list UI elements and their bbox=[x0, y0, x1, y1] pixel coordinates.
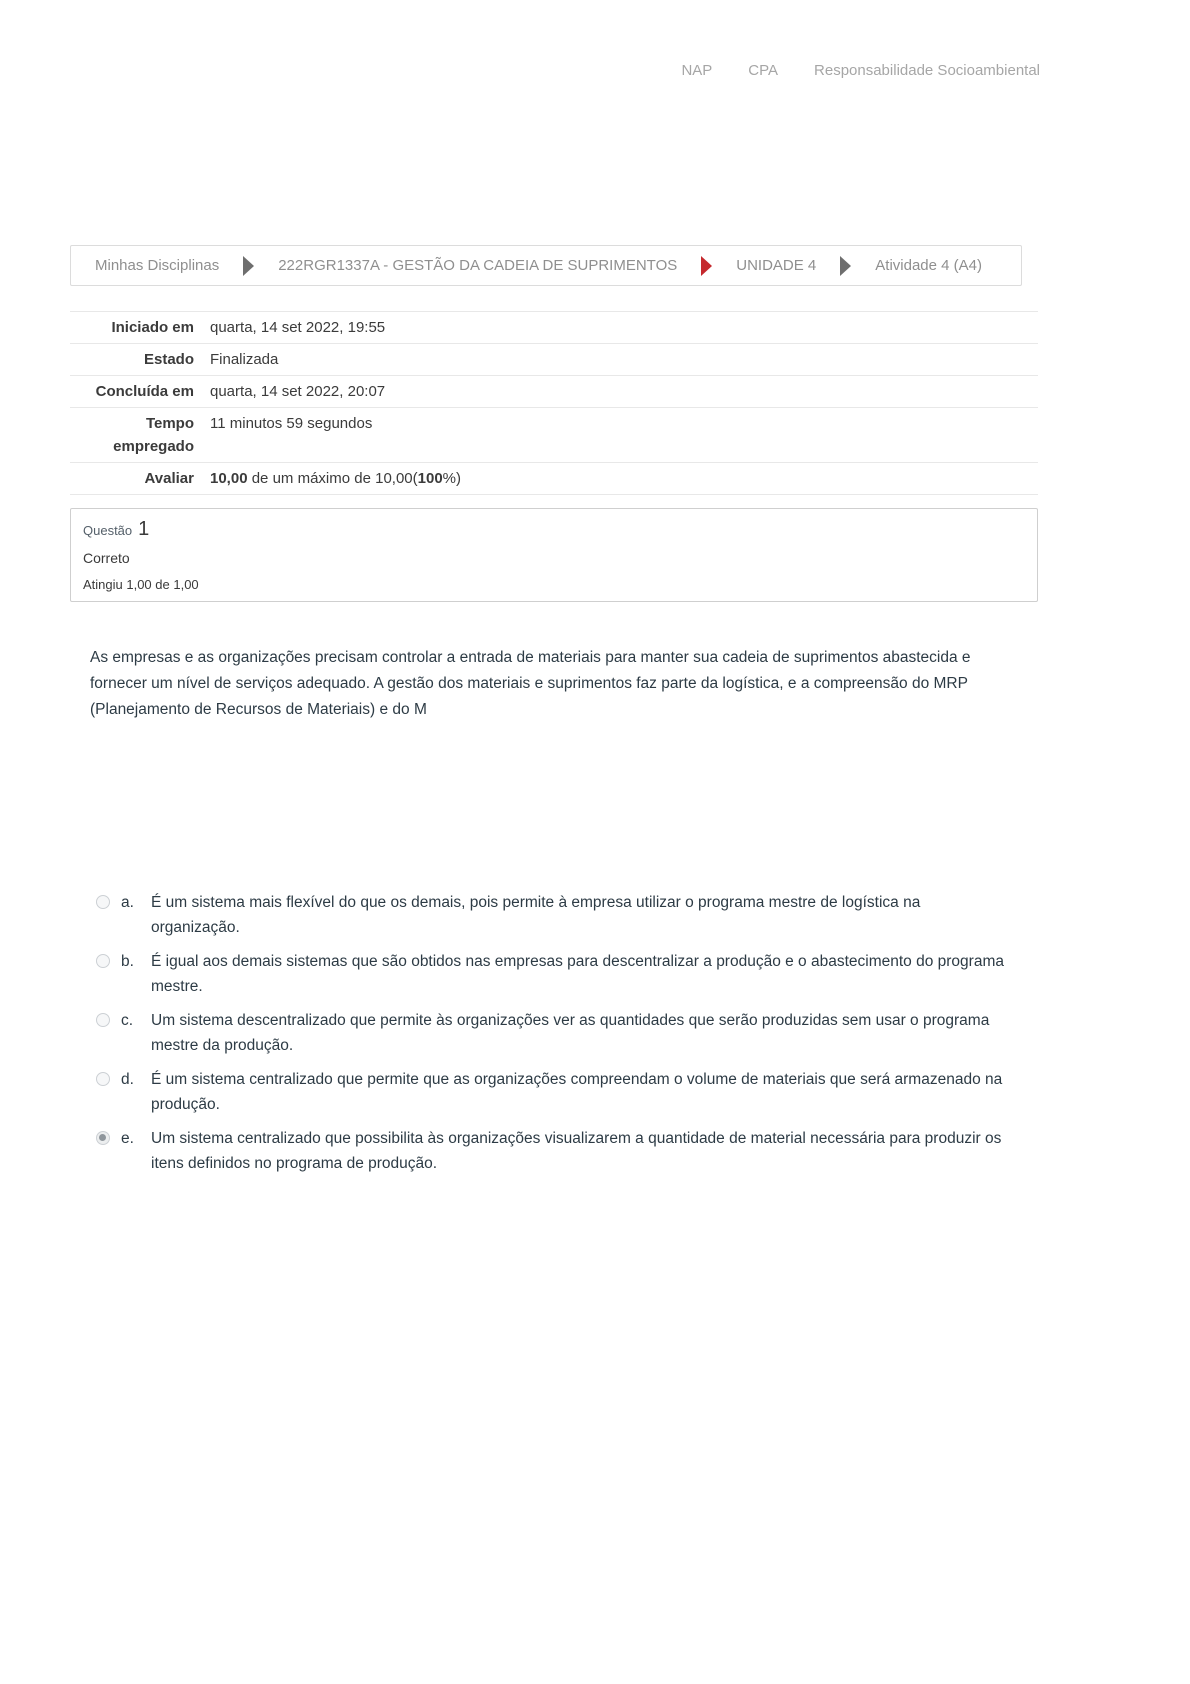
option-letter: e. bbox=[121, 1130, 134, 1147]
option-letter: c. bbox=[121, 1012, 134, 1029]
summary-row-label-text: Iniciado em bbox=[111, 319, 194, 336]
summary-row-label-text: Concluída em bbox=[95, 383, 194, 400]
summary-value-segment: Finalizada bbox=[210, 351, 279, 368]
summary-row-value bbox=[210, 412, 1038, 435]
question-text: As empresas e as organizações precisam controlar a entrada de materiais para manter sua cadeia de suprimentos abastecida e fornecer um nível de serviços adequado. A gestão dos materiais e suprimentos faz parte da logística, e a compreensão do MRP (Planejamento de Recursos de Materiais) e do M bbox=[90, 649, 971, 718]
answer-option-b bbox=[96, 949, 1046, 999]
answer-option-e bbox=[96, 1126, 1046, 1176]
summary-row-value bbox=[210, 348, 1038, 371]
breadcrumb-arrow-icon bbox=[840, 256, 851, 276]
summary-value-segment: %) bbox=[442, 470, 462, 487]
question-grade: Atingiu 1,00 de 1,00 bbox=[83, 577, 199, 592]
summary-value-segment: de um máximo de 10,00( bbox=[247, 470, 418, 487]
summary-row-label bbox=[70, 467, 210, 490]
answer-option-c bbox=[96, 1008, 1046, 1058]
summary-row-value bbox=[210, 380, 1038, 403]
summary-value-segment: quarta, 14 set 2022, 19:55 bbox=[210, 319, 386, 336]
summary-row bbox=[70, 376, 1038, 408]
question-state: Correto bbox=[83, 550, 130, 566]
top-nav-item[interactable]: NAP bbox=[681, 62, 713, 79]
option-text[interactable]: Um sistema descentralizado que permite às organizações ver as quantidades que serão produzidas sem usar o programa mestre da produção. bbox=[151, 1012, 990, 1054]
answer-option-d bbox=[96, 1067, 1046, 1117]
summary-row-label-text: Avaliar bbox=[144, 470, 194, 487]
summary-row-label-text: Estado bbox=[143, 351, 194, 368]
summary-row bbox=[70, 311, 1038, 344]
option-text[interactable]: Um sistema centralizado que possibilita às organizações visualizarem a quantidade de material necessária para produzir os itens definidos no programa de produção. bbox=[151, 1130, 1002, 1172]
summary-value-segment: 11 minutos 59 segundos bbox=[210, 415, 373, 432]
breadcrumb-item[interactable]: 222RGR1337A - GESTÃO DA CADEIA DE SUPRIMENTOS bbox=[278, 257, 678, 274]
answer-options bbox=[96, 890, 1046, 1185]
summary-row-label bbox=[70, 380, 210, 403]
summary-row-value bbox=[210, 316, 1038, 339]
option-letter: b. bbox=[121, 953, 134, 970]
top-nav-item[interactable]: CPA bbox=[748, 62, 779, 79]
summary-row-label bbox=[70, 316, 210, 339]
question-number: 1 bbox=[138, 518, 150, 540]
breadcrumb bbox=[70, 245, 1022, 286]
radio-unselected-icon[interactable] bbox=[96, 1013, 110, 1027]
breadcrumb-arrow-icon bbox=[243, 256, 254, 276]
summary-row-value bbox=[210, 467, 1038, 490]
option-text[interactable]: É um sistema mais flexível do que os demais, pois permite à empresa utilizar o programa mestre de logística na organização. bbox=[151, 894, 921, 936]
radio-selected-icon[interactable] bbox=[96, 1131, 110, 1145]
summary-row bbox=[70, 344, 1038, 376]
summary-value-segment: 100 bbox=[417, 470, 443, 487]
quiz-summary-table bbox=[70, 311, 1038, 495]
summary-row-label bbox=[70, 348, 210, 371]
breadcrumb-item: Atividade 4 (A4) bbox=[875, 257, 983, 274]
breadcrumb-arrow-icon bbox=[701, 256, 712, 276]
option-letter: d. bbox=[121, 1071, 134, 1088]
summary-row-label bbox=[70, 412, 210, 458]
question-label: Questão bbox=[83, 523, 133, 538]
top-nav-item[interactable]: Responsabilidade Socioambiental bbox=[814, 62, 1040, 79]
summary-value-segment: quarta, 14 set 2022, 20:07 bbox=[210, 383, 386, 400]
summary-row bbox=[70, 408, 1038, 463]
radio-unselected-icon[interactable] bbox=[96, 954, 110, 968]
radio-unselected-icon[interactable] bbox=[96, 1072, 110, 1086]
option-letter: a. bbox=[121, 894, 134, 911]
option-text[interactable]: É um sistema centralizado que permite que as organizações compreendam o volume de materiais que será armazenado na produção. bbox=[151, 1071, 1003, 1113]
top-nav bbox=[681, 62, 1040, 79]
answer-option-a bbox=[96, 890, 1046, 940]
question-header bbox=[83, 518, 1025, 541]
summary-row bbox=[70, 463, 1038, 495]
breadcrumb-item[interactable]: UNIDADE 4 bbox=[736, 257, 817, 274]
option-text[interactable]: É igual aos demais sistemas que são obtidos nas empresas para descentralizar a produção e o abastecimento do programa mestre. bbox=[151, 953, 1004, 995]
breadcrumb-item[interactable]: Minhas Disciplinas bbox=[95, 257, 220, 274]
question-info-box bbox=[70, 508, 1038, 602]
summary-row-label-text: Tempo empregado bbox=[113, 415, 194, 455]
radio-unselected-icon[interactable] bbox=[96, 895, 110, 909]
summary-value-segment: 10,00 bbox=[210, 470, 248, 487]
